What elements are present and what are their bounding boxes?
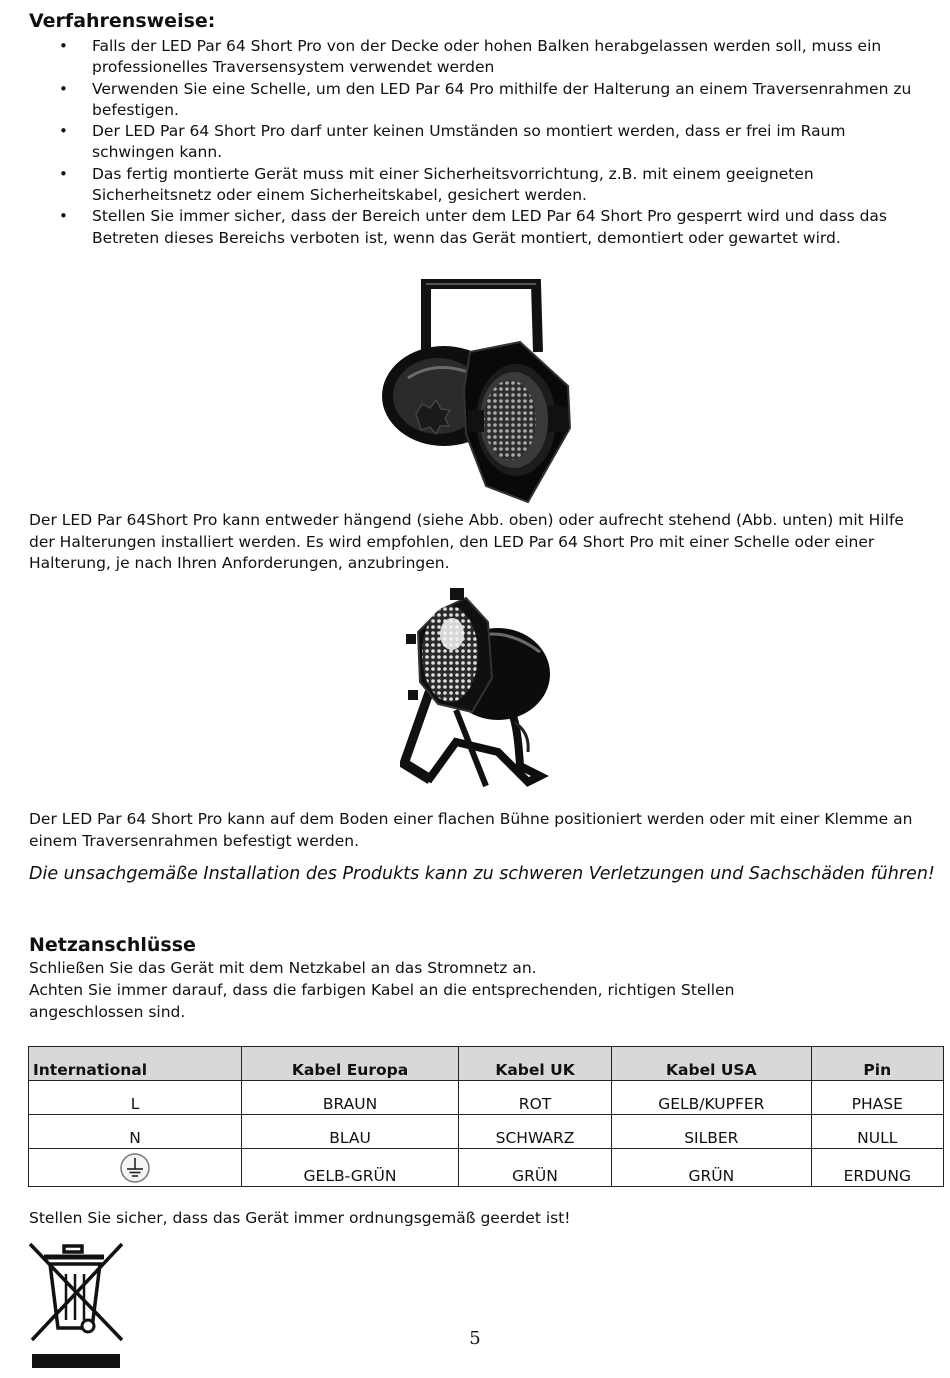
crossed-out-bin-icon (26, 1240, 128, 1372)
section-heading-power: Netzanschlüsse (29, 934, 196, 956)
table-cell: GRÜN (459, 1149, 612, 1187)
installation-warning: Die unsachgemäße Installation des Produkts kann zu schweren Verletzungen und Sachschäden führen! (29, 864, 935, 884)
table-cell: N (29, 1115, 242, 1149)
table-row (29, 1081, 944, 1115)
table-cell (29, 1149, 242, 1187)
table-header-row (29, 1047, 944, 1081)
table-cell: GELB/KUPFER (612, 1081, 812, 1115)
list-item: • Falls der LED Par 64 Short Pro von der Decke oder hohen Balken herabgelassen werden soll, muss ein professionelles Traversensystem verwendet werden (29, 36, 919, 79)
section-heading-procedure: Verfahrensweise: (29, 10, 216, 32)
list-item: • Stellen Sie immer sicher, dass der Bereich unter dem LED Par 64 Short Pro gesperrt wird und dass das Betreten dieses Bereichs verboten ist, wenn das Gerät montiert, demontiert oder gewartet wird. (29, 206, 919, 249)
table-cell: L (29, 1081, 242, 1115)
power-intro-line2: Achten Sie immer darauf, dass die farbigen Kabel an die entsprechenden, richtigen Stellen angeschlossen sind. (29, 981, 735, 1021)
table-row (29, 1149, 944, 1187)
table-cell: BLAU (242, 1115, 459, 1149)
cable-color-table (28, 1046, 944, 1187)
earth-ground-icon (118, 1152, 152, 1184)
column-header: Kabel USA (612, 1047, 812, 1081)
table-row (29, 1115, 944, 1149)
table-cell: SILBER (612, 1115, 812, 1149)
grounding-notice: Stellen Sie sicher, dass das Gerät immer ordnungsgemäß geerdet ist! (29, 1209, 571, 1227)
table-cell: GRÜN (612, 1149, 812, 1187)
column-header: Kabel UK (459, 1047, 612, 1081)
table-cell: PHASE (811, 1081, 943, 1115)
page-number: 5 (469, 1328, 481, 1349)
table-cell: BRAUN (242, 1081, 459, 1115)
table-cell: ERDUNG (811, 1149, 943, 1187)
column-header: Pin (811, 1047, 943, 1081)
table-cell: SCHWARZ (459, 1115, 612, 1149)
table-cell: GELB-GRÜN (242, 1149, 459, 1187)
table-cell: NULL (811, 1115, 943, 1149)
par-can-floor-icon (400, 582, 555, 810)
list-item: • Der LED Par 64 Short Pro darf unter keinen Umständen so montiert werden, dass er frei im Raum schwingen kann. (29, 121, 919, 164)
procedure-bullet-list (29, 36, 919, 249)
column-header: International (29, 1047, 242, 1081)
list-item: • Das fertig montierte Gerät muss mit einer Sicherheitsvorrichtung, z.B. mit einem geeigneten Sicherheitsnetz oder einem Sicherheitskabel, gesichert werden. (29, 164, 919, 207)
list-item: • Verwenden Sie eine Schelle, um den LED Par 64 Pro mithilfe der Halterung an einem Traversenrahmen zu befestigen. (29, 79, 919, 122)
paragraph-floor: Der LED Par 64 Short Pro kann auf dem Boden einer flachen Bühne positioniert werden oder mit einer Klemme an einem Traversenrahmen befestigt werden. (29, 810, 913, 850)
par-can-hanging-icon (378, 278, 578, 506)
paragraph-hanging: Der LED Par 64Short Pro kann entweder hängend (siehe Abb. oben) oder aufrecht stehend (Abb. unten) mit Hilfe der Halterungen installiert werden. Es wird empfohlen, den LED Par 64 Short Pro mit einer Schelle oder einer Halterung, je nach Ihren Anforderungen, anzubringen. (29, 511, 904, 572)
table-cell: ROT (459, 1081, 612, 1115)
column-header: Kabel Europa (242, 1047, 459, 1081)
power-intro-line1: Schließen Sie das Gerät mit dem Netzkabel an das Stromnetz an. (29, 959, 537, 977)
